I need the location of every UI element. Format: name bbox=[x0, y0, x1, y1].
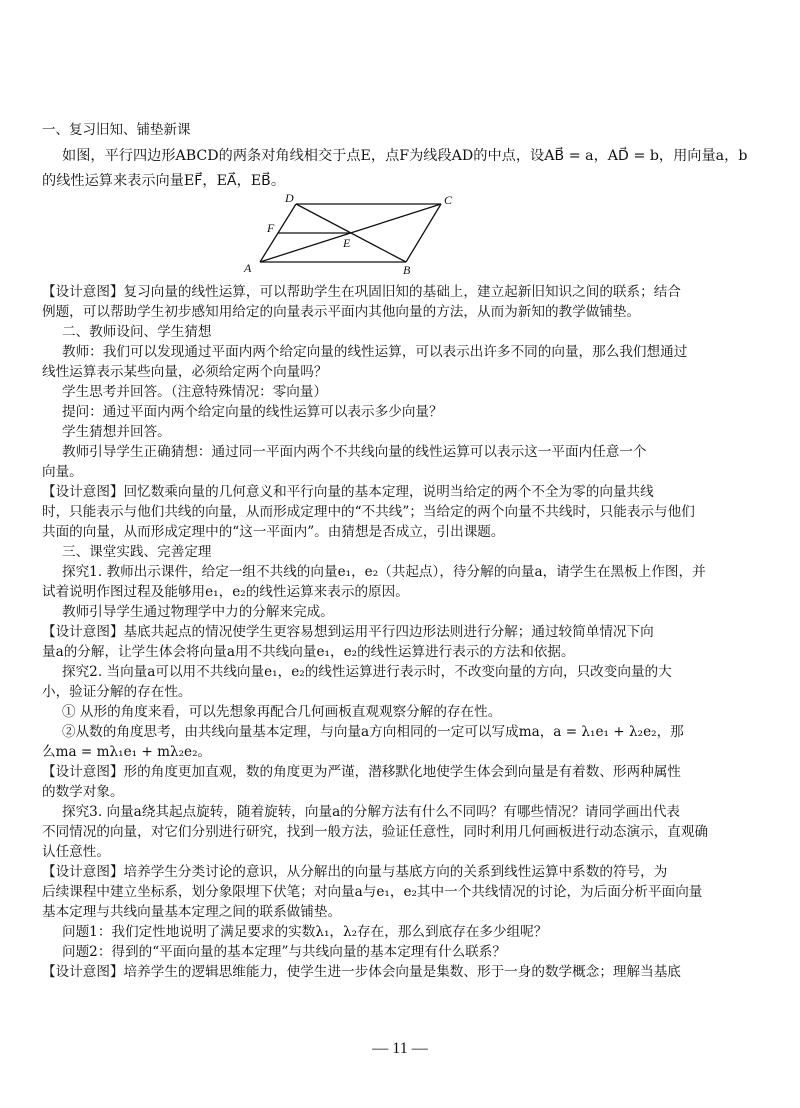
teacher-question-line-1: 教师：我们可以发现通过平面内两个给定向量的线性运算，可以表示出许多不同的向量，那么我们想通过 bbox=[62, 344, 688, 360]
explore-3-line-3: 认任意性。 bbox=[42, 844, 110, 860]
student-guess: 学生猜想并回答。 bbox=[62, 424, 171, 440]
student-think: 学生思考并回答。（注意特殊情况：零向量） bbox=[62, 384, 328, 400]
section-heading-1: 一、复习旧知、铺垫新课 bbox=[42, 122, 191, 138]
explore-1-line-1: 探究1. 教师出示课件，给定一组不共线的向量e₁，e₂（共起点），待分解的向量a，请学生在黑板上作图，并 bbox=[62, 564, 706, 580]
teacher-guide-line-1: 教师引导学生正确猜想：通过同一平面内两个不共线向量的线性运算可以表示这一平面内任意一个 bbox=[62, 444, 647, 460]
parallelogram-figure bbox=[240, 192, 460, 276]
section-heading-2: 二、教师设问、学生猜想 bbox=[62, 324, 212, 340]
edge-bc bbox=[406, 204, 441, 262]
section-heading-3: 三、课堂实践、完善定理 bbox=[62, 544, 212, 560]
design-intent-5-line-3: 基本定理与共线向量基本定理之间的联系做铺垫。 bbox=[42, 904, 342, 920]
point-1: ① 从形的角度来看，可以先想象再配合几何画板直观观察分解的存在性。 bbox=[62, 704, 502, 720]
design-intent-5-line-2: 后续课程中建立坐标系，划分象限埋下伏笔；对向量a与e₁，e₂其中一个共线情况的讨论，为后面分析平面向量 bbox=[42, 884, 703, 900]
question-ask: 提问：通过平面内两个给定向量的线性运算可以表示多少向量？ bbox=[62, 404, 443, 420]
design-intent-2-line-3: 共面的向量，从而形成定理中的“这一平面内”。由猜想是否成立，引出课题。 bbox=[42, 524, 505, 540]
intro-line-1: 如图，平行四边形ABCD的两条对角线相交于点E，点F为线段AD的中点，设AB⃗ = a，AD⃗ = b，用向量a，b bbox=[62, 148, 748, 164]
label-e: E bbox=[343, 236, 351, 250]
label-c: C bbox=[444, 193, 453, 207]
design-intent-1-line-2: 例题，可以帮助学生初步感知用给定的向量表示平面内其他向量的方法，从而为新知的教学做铺垫。 bbox=[42, 304, 641, 320]
design-intent-4-line-1: 【设计意图】形的角度更加直观，数的角度更为严谨，潜移默化地使学生体会到向量是有着数、形两种属性 bbox=[42, 764, 681, 780]
teacher-guide-line-2: 向量。 bbox=[42, 464, 83, 480]
page-number: — 11 — bbox=[372, 1040, 428, 1057]
design-intent-2-line-1: 【设计意图】回忆数乘向量的几何意义和平行向量的基本定理，说明当给定的两个不全为零的向量共线 bbox=[42, 484, 654, 500]
question-2: 问题2：得到的“平面向量的基本定理”与共线向量的基本定理有什么联系？ bbox=[62, 944, 506, 960]
design-intent-4-line-2: 的数学对象。 bbox=[42, 784, 124, 800]
explore-2-line-2: 小，验证分解的存在性。 bbox=[42, 684, 192, 700]
explore-1-line-2: 试着说明作图过程及能够用e₁，e₂的线性运算来表示的原因。 bbox=[42, 584, 409, 600]
label-a: A bbox=[244, 261, 252, 275]
design-intent-3-line-1: 【设计意图】基底共起点的情况使学生更容易想到运用平行四边形法则进行分解；通过较简单情况下向 bbox=[42, 624, 654, 640]
design-intent-2-line-2: 时，只能表示与他们共线的向量，从而形成定理中的“不共线”；当给定的两个向量不共线时，只能表示与他们 bbox=[42, 504, 695, 520]
point-2-line-1: ②从数的角度思考，由共线向量基本定理，与向量a方向相同的一定可以写成ma，a = λ₁e₁ + λ₂e₂，那 bbox=[62, 724, 684, 740]
design-intent-1-line-1: 【设计意图】复习向量的线性运算，可以帮助学生在巩固旧知的基础上，建立起新旧知识之间的联系；结合 bbox=[42, 284, 681, 300]
label-d: D bbox=[285, 191, 294, 205]
teacher-physics: 教师引导学生通过物理学中力的分解来完成。 bbox=[62, 604, 334, 620]
point-2-line-2: 么ma = mλ₁e₁ + mλ₂e₂。 bbox=[42, 744, 212, 760]
design-intent-6-line-1: 【设计意图】培养学生的逻辑思维能力，使学生进一步体会向量是集数、形于一身的数学概念；理解当基底 bbox=[42, 964, 681, 980]
explore-2-line-1: 探究2. 当向量a可以用不共线向量e₁，e₂的线性运算进行表示时，不改变向量的方向，只改变向量的大 bbox=[62, 664, 672, 680]
design-intent-3-line-2: 量a的分解，让学生体会将向量a用不共线向量e₁，e₂的线性运算进行表示的方法和依据。 bbox=[42, 644, 575, 660]
intro-line-2: 的线性运算来表示向量EF⃗，EA⃗，EB⃗。 bbox=[42, 173, 286, 189]
label-b: B bbox=[403, 263, 411, 277]
label-f: F bbox=[267, 221, 275, 235]
teacher-question-line-2: 线性运算表示某些向量，必须给定两个向量吗？ bbox=[42, 364, 328, 380]
explore-3-line-2: 不同情况的向量，对它们分别进行研究，找到一般方法，验证任意性，同时利用几何画板进行动态演示，直观确 bbox=[42, 824, 709, 840]
design-intent-5-line-1: 【设计意图】培养学生分类讨论的意识，从分解出的向量与基底方向的关系到线性运算中系数的符号，为 bbox=[42, 864, 668, 880]
question-1: 问题1：我们定性地说明了满足要求的实数λ₁，λ₂存在，那么到底存在多少组呢？ bbox=[62, 924, 548, 940]
explore-3-line-1: 探究3. 向量a绕其起点旋转，随着旋转，向量a的分解方法有什么不同吗？有哪些情况？请同学画出代表 bbox=[62, 804, 681, 820]
